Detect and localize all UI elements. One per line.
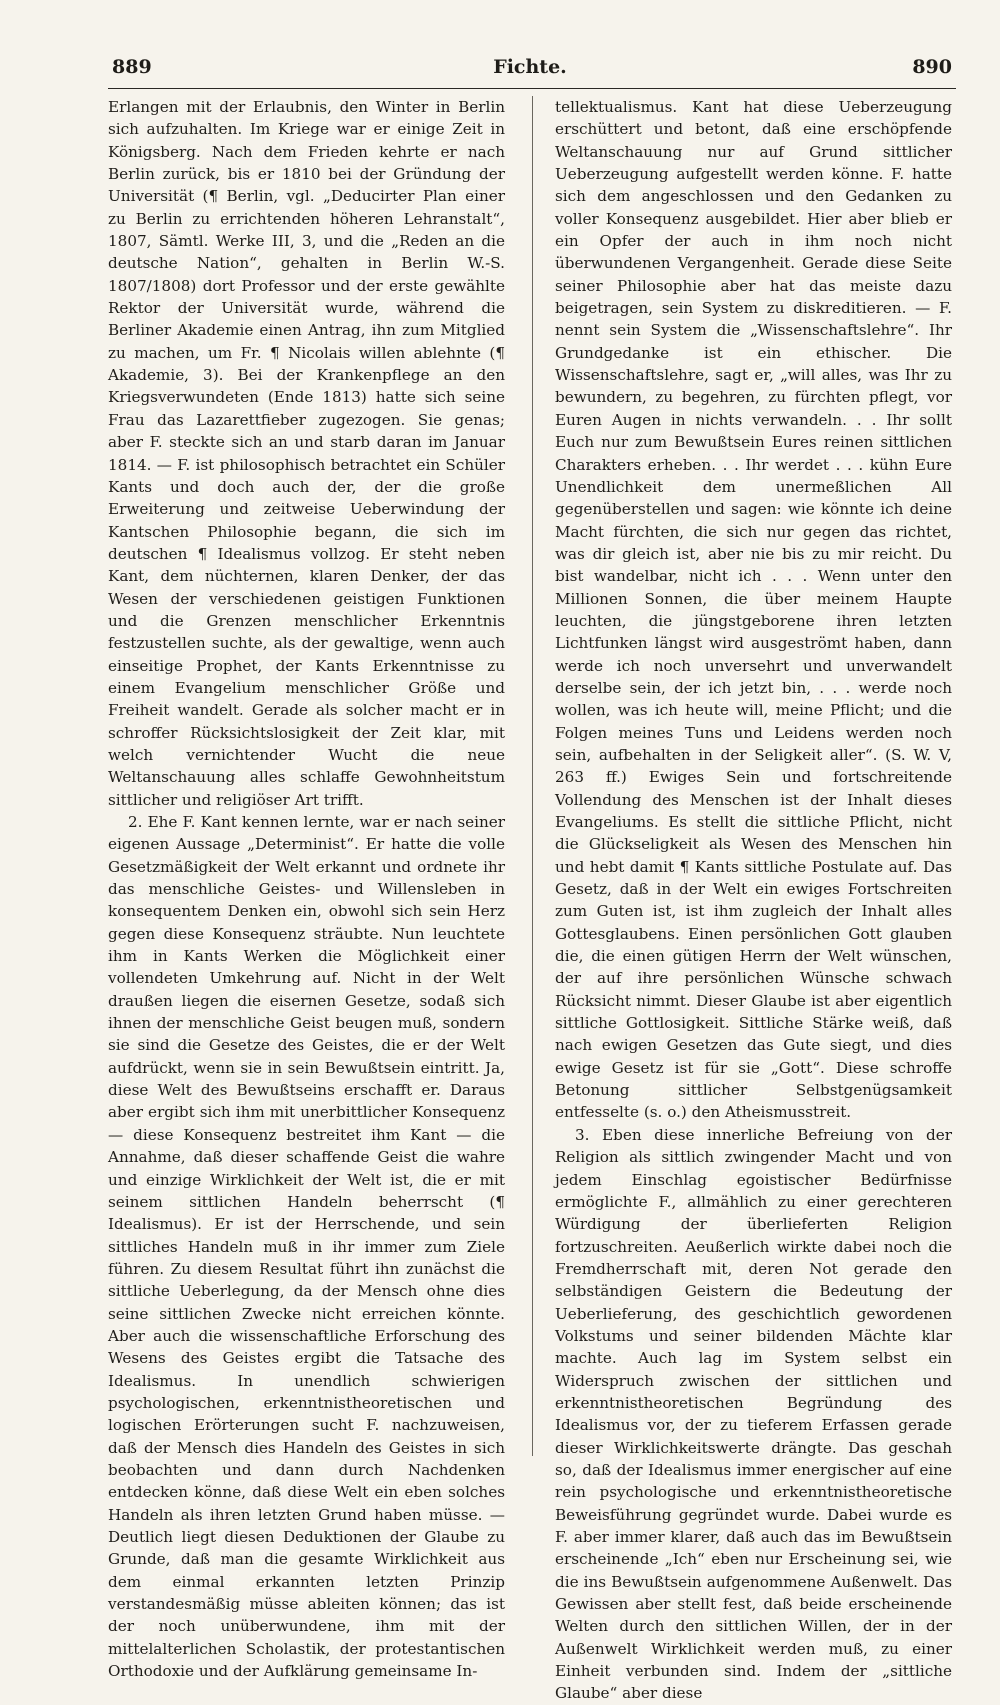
left-paragraph-2: 2. Ehe F. Kant kennen lernte, war er nach seiner eigenen Aussage „Determinist“. Er hatte die volle Gesetzmäßigkeit der Welt erkannt und ordnete ihr das menschliche Geistes- und Willensleben in konsequentem Denken ein, obwohl sich sein Herz gegen diese Konsequenz sträubte. Nun leuchtete ihm in Kants Werken die Möglichkeit einer vollendeten Umkehrung auf. Nicht in der Welt draußen liegen die eisernen Gesetze, sodaß sich ihnen der menschliche Geist beugen muß, sondern sie sind die Gesetze des Geistes, die er der Welt aufdrückt, wenn sie in sein Bewußtsein eintritt. Ja, diese Welt des Bewußtseins erschafft er. Daraus aber ergibt sich ihm mit unerbittlicher Konsequenz — diese Konsequenz bestreitet ihm Kant — die Annahme, daß dieser schaffende Geist die wahre und einzige Wirklichkeit der Welt ist, die er mit seinem sittlichen Handeln beherrscht (¶ Idealismus). Er ist der Herrschende, und sein sittliches Handeln muß in ihr immer zum Ziele führen. Zu diesem Resultat führt ihn zunächst die sittliche Ueberlegung, da der Mensch ohne dies seine sittlichen Zwecke nicht erreichen könnte. Aber auch die wissenschaftliche Erforschung des Wesens des Geistes ergibt die Tatsache des Idealismus. In unendlich schwierigen psychologischen, erkenntnistheoretischen und logischen Erörterungen sucht F. nachzuweisen, daß der Mensch dies Handeln des Geistes in sich beobachten und dann durch Nachdenken entdecken könne, daß diese Welt ein eben solches Handeln als ihren letzten Grund haben müsse. — Deutlich liegt diesen Deduktionen der Glaube zu Grunde, daß man die gesamte Wirklichkeit aus dem einmal erkannten letzten Prinzip verstandesmäßig müsse ableiten können; das ist der noch unüberwundene, ihm mit der mittelalterlichen Scholastik, der protestantischen Orthodoxie und der Aufklärung gemeinsame In-: [108, 813, 505, 1681]
right-paragraph-1: tellektualismus. Kant hat diese Ueberzeugung erschüttert und betont, daß eine erschöpfende Weltanschauung nur auf Grund sittlicher Ueberzeugung aufgestellt werden könne. F. hatte sich dem angeschlossen und den Gedanken zu voller Konsequenz ausgebildet. Hier aber blieb er ein Opfer der auch in ihm noch nicht überwundenen Vergangenheit. Gerade diese Seite seiner Philosophie aber hat das meiste dazu beigetragen, sein System zu diskreditieren. — F. nennt sein System die „Wissenschaftslehre“. Ihr Grundgedanke ist ein ethischer. Die Wissenschaftslehre, sagt er, „will alles, was Ihr zu bewundern, zu begehren, zu fürchten pflegt, vor Euren Augen in nichts verwandeln. . . Ihr sollt Euch nur zum Bewußtsein Eures reinen sittlichen Charakters erheben. . . Ihr werdet . . . kühn Eure Unendlichkeit dem unermeßlichen All gegenüberstellen und sagen: wie könnte ich deine Macht fürchten, die sich nur gegen das richtet, was dir gleich ist, aber nie bis zu mir reicht. Du bist wandelbar, nicht ich . . . Wenn unter den Millionen Sonnen, die über meinem Haupte leuchten, die jüngstgeborene ihren letzten Lichtfunken längst wird ausgeströmt haben, dann werde ich noch unversehrt und unverwandelt derselbe sein, der ich jetzt bin, . . . werde noch wollen, was ich heute will, meine Pflicht; und die Folgen meines Tuns und Leidens werden noch sein, aufbehalten in der Seligkeit aller“. (S. W. V, 263 ff.) Ewiges Sein und fortschreitende Vollendung des Menschen ist der Inhalt dieses Evangeliums. Es stellt die sittliche Pflicht, nicht die Glückseligkeit als Wesen des Menschen hin und hebt damit ¶ Kants sittliche Postulate auf. Das Gesetz, daß in der Welt ein ewiges Fortschreiten zum Guten ist, ist ihm zugleich der Inhalt alles Gottesglaubens. Einen persönlichen Gott glauben die, die einen gütigen Herrn der Welt wünschen, der auf ihre persönlichen Wünsche schwach Rücksicht nimmt. Dieser Glaube ist aber eigentlich sittliche Gottlosigkeit. Sittliche Stärke weiß, daß nach ewigen Gesetzen das Gute siegt, und dies ewige Gesetz ist für sie „Gott“. Diese schroffe Betonung sittlicher Selbstgenügsamkeit entfesselte (s. o.) den Atheismusstreit.: [555, 98, 952, 1122]
page-header: [108, 56, 952, 86]
page-number-right: 890: [912, 56, 952, 78]
left-paragraph-1: Erlangen mit der Erlaubnis, den Winter in Berlin sich aufzuhalten. Im Kriege war er einige Zeit in Königsberg. Nach dem Frieden kehrte er nach Berlin zurück, bis er 1810 bei der Gründung der Universität (¶ Berlin, vgl. „Deducirter Plan einer zu Berlin zu errichtenden höheren Lehranstalt“, 1807, Sämtl. Werke III, 3, und die „Reden an die deutsche Nation“, gehalten in Berlin W.-S. 1807/1808) dort Professor und der erste gewählte Rektor der Universität wurde, während die Berliner Akademie einen Antrag, ihn zum Mitglied zu machen, um Fr. ¶ Nicolais willen ablehnte (¶ Akademie, 3). Bei der Krankenpflege an den Kriegsverwundeten (Ende 1813) hatte sich seine Frau das Lazarettfieber zugezogen. Sie genas; aber F. steckte sich an und starb daran im Januar 1814. — F. ist philosophisch betrachtet ein Schüler Kants und doch auch der, der die große Erweiterung und zeitweise Ueberwindung der Kantschen Philosophie begann, die sich im deutschen ¶ Idealismus vollzog. Er steht neben Kant, dem nüchternen, klaren Denker, der das Wesen der verschiedenen geistigen Funktionen und die Grenzen menschlicher Erkenntnis festzustellen suchte, als der gewaltige, wenn auch einseitige Prophet, der Kants Erkenntnisse zu einem Evangelium menschlicher Größe und Freiheit wandelt. Gerade als solcher macht er in schroffer Rücksichtslosigkeit der Zeit klar, mit welch vernichtender Wucht die neue Weltanschauung alles schlaffe Gewohnheitstum sittlicher und religiöser Art trifft.: [108, 98, 505, 809]
header-rule: [108, 88, 956, 89]
running-title: Fichte.: [493, 56, 567, 78]
column-divider: [532, 96, 533, 1456]
page-number-left: 889: [112, 56, 152, 78]
right-column: [555, 96, 952, 1705]
left-column: [108, 96, 505, 1682]
right-paragraph-2: 3. Eben diese innerliche Befreiung von der Religion als sittlich zwingender Macht und von jedem Einschlag egoistischer Bedürfnisse ermöglichte F., allmählich zu einer gerechteren Würdigung der überlieferten Religion fortzuschreiten. Aeußerlich wirkte dabei noch die Fremdherrschaft mit, deren Not gerade den selbständigen Geistern die Bedeutung der Ueberlieferung, des geschichtlich gewordenen Volkstums und seiner bildenden Mächte klar machte. Auch lag im System selbst ein Widerspruch zwischen der sittlichen und erkenntnistheoretischen Begründung des Idealismus vor, der zu tieferem Erfassen gerade dieser Wirklichkeitswerte drängte. Das geschah so, daß der Idealismus immer energischer auf eine rein psychologische und erkenntnistheoretische Beweisführung gegründet wurde. Dabei wurde es F. aber immer klarer, daß auch das im Bewußtsein erscheinende „Ich“ eben nur Erscheinung sei, wie die ins Bewußtsein aufgenommene Außenwelt. Das Gewissen aber stellt fest, daß beide erscheinende Welten durch den sittlichen Willen, der in der Außenwelt Wirklichkeit werden muß, zu einer Einheit verbunden sind. Indem der „sittliche Glaube“ aber diese: [555, 1125, 952, 1703]
